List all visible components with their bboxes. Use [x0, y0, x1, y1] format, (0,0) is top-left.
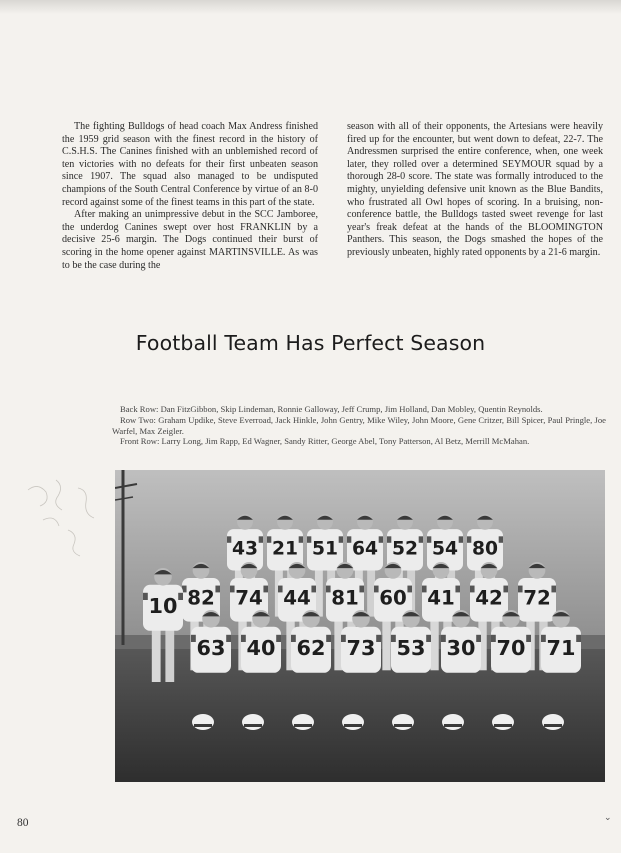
pencil-marks [8, 470, 113, 580]
jersey-number: 53 [396, 635, 426, 660]
jersey-number: 70 [496, 635, 526, 660]
helmet-on-ground [292, 714, 314, 730]
jersey-number: 44 [283, 586, 311, 610]
jersey-number: 62 [296, 635, 326, 660]
page-top-shading [0, 0, 621, 14]
article-paragraph: The fighting Bulldogs of head coach Max Andress finished the 1959 grid season with the finest record in the history of C.S.H.S. The Canines finished with an unblemished record of ten victories with no defeats for their first unbeaten season since 1907. The squad also managed to be undisputed champions of the South Central Conference by virtue of an 8-0 record against some of the finest teams in this part of the state. [62, 121, 318, 208]
jersey-number: 64 [351, 538, 379, 560]
team-photo [115, 470, 605, 782]
helmet-on-ground [492, 714, 514, 730]
jersey-number: 10 [148, 593, 178, 618]
page-headline: Football Team Has Perfect Season [135, 331, 486, 355]
page-number: 80 [17, 817, 29, 829]
article-column-right [347, 121, 603, 260]
caption-back-row: Back Row: Dan FitzGibbon, Skip Lindeman, Ronnie Galloway, Jeff Crump, Jim Holland, Dan Mobley, Quentin Reynolds. [120, 404, 543, 414]
jersey-number: 52 [391, 538, 419, 560]
jersey-number: 60 [379, 586, 407, 610]
jersey-number: 43 [231, 538, 259, 560]
jersey-number: 54 [431, 538, 459, 560]
photo-caption [112, 404, 606, 447]
jersey-number: 30 [446, 635, 476, 660]
caption-front-row: Front Row: Larry Long, Jim Rapp, Ed Wagner, Sandy Ritter, George Abel, Tony Patterson, Al Betz, Merrill McMahan. [120, 436, 530, 447]
jersey-number: 74 [235, 586, 263, 610]
jersey-number: 81 [331, 586, 359, 610]
caption-row-two: Row Two: Graham Updike, Steve Everroad, Jack Hinkle, John Gentry, Mike Wiley, John Moore, Gene Critzer, Bill Spicer, Paul Pringle, Joe Warfel, Max Zeigler. [112, 414, 606, 436]
article-paragraph: After making an unimpressive debut in the SCC Jamboree, the underdog Canines swept over host FRANKLIN by a decisive 25-6 margin. The Dogs continued their burst of scoring in the home opener against MARTINSVILLE. As was to be the case during the [62, 209, 318, 271]
helmet-on-ground [342, 714, 364, 730]
jersey-number: 41 [427, 586, 455, 610]
helmet-on-ground [242, 714, 264, 730]
helmet-on-ground [392, 714, 414, 730]
corner-mark: ⌄ [604, 812, 612, 822]
jersey-number: 21 [271, 538, 299, 560]
jersey-number: 40 [246, 635, 276, 660]
jersey-number: 71 [546, 635, 576, 660]
helmet-on-ground [192, 714, 214, 730]
jersey-number: 82 [187, 586, 215, 610]
jersey-number: 72 [523, 586, 551, 610]
jersey-number: 63 [196, 635, 226, 660]
helmet-on-ground [442, 714, 464, 730]
article-paragraph: season with all of their opponents, the Artesians were heavily fired up for the encounter, but went down to defeat, 22-7. The Andressmen surprised the entire conference, when, one week later, they rolled over a determined SEYMOUR squad by a thorough 28-0 score. The state was formally introduced to the mighty, unyielding defensive unit known as the Blue Bandits, who frustrated all Owl hopes of scoring. In a bruising, non-conference battle, the Bulldogs tasted sweet revenge for last year's freak defeat at the hands of the BLOOMINGTON Panthers. This season, the Dogs smashed the hopes of the previously unbeaten, highly rated opponents by a 21-6 margin. [347, 121, 603, 258]
jersey-number: 42 [475, 586, 503, 610]
jersey-number: 73 [346, 635, 376, 660]
jersey-number: 51 [311, 538, 339, 560]
article-column-left [62, 121, 318, 272]
jersey-number: 80 [471, 538, 499, 560]
helmet-on-ground [542, 714, 564, 730]
